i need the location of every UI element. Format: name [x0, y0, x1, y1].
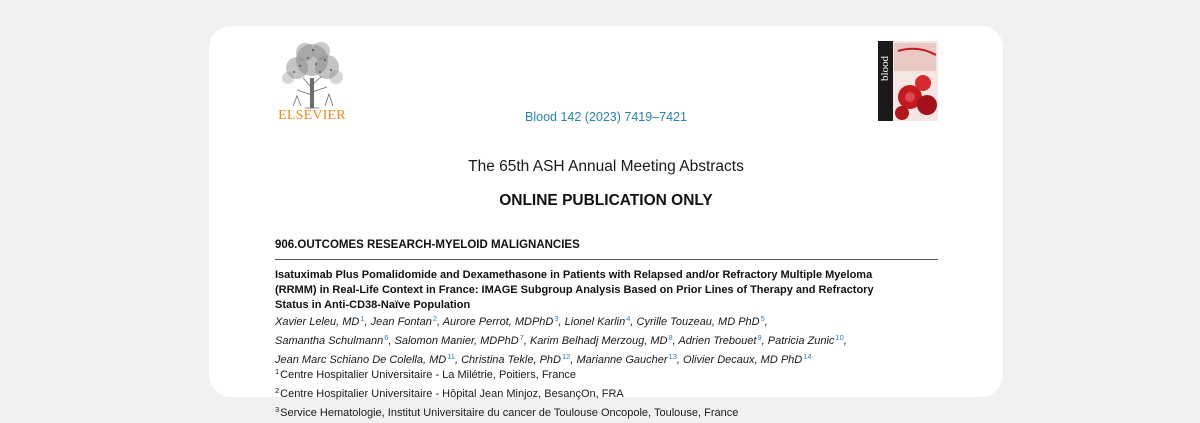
separator: , [437, 316, 443, 328]
separator: , [672, 335, 679, 347]
separator: , [764, 316, 768, 328]
affiliation-ref-link[interactable]: 10 [835, 333, 844, 342]
author-line [275, 311, 938, 330]
separator: , [558, 316, 565, 328]
blood-journal-cover [878, 41, 938, 121]
affiliation-ref-link[interactable]: 3 [554, 314, 559, 323]
affiliation-ref-link[interactable]: 7 [519, 333, 524, 342]
author-name: Christina Tekle, PhD [461, 354, 561, 366]
article-title [275, 268, 938, 313]
affiliation-ref-link[interactable]: 12 [561, 352, 571, 361]
author-name: Adrien Trebouet [678, 335, 757, 347]
separator: , [523, 335, 530, 347]
meeting-title: The 65th ASH Annual Meeting Abstracts [468, 158, 744, 175]
author-name: Samantha Schulmann [275, 335, 384, 347]
author-name: Cyrille Touzeau, MD PhD [636, 316, 760, 328]
separator: , [570, 354, 577, 366]
separator: , [454, 354, 462, 366]
cover-title: blood [879, 55, 891, 81]
article-title-line: Isatuximab Plus Pomalidomide and Dexamethasone in Patients with Relapsed and/or Refractory Multiple Myeloma [275, 269, 873, 281]
affiliation-ref-link[interactable]: 2 [432, 314, 437, 323]
affiliation-ref-link[interactable]: 8 [668, 333, 673, 342]
affiliation-item [275, 364, 938, 383]
affiliation-number: 2 [275, 386, 280, 395]
affiliation-number: 3 [275, 405, 280, 414]
section-divider [275, 259, 938, 260]
affiliation-ref-link[interactable]: 5 [760, 314, 765, 323]
affiliation-ref-link[interactable]: 13 [668, 352, 677, 361]
affiliation-ref-link[interactable]: 1 [360, 314, 365, 323]
separator: , [364, 316, 371, 328]
author-name: Jean Marc Schiano De Colella, MD [275, 354, 447, 366]
affiliation-ref-link[interactable]: 6 [384, 333, 389, 342]
article-title-line: (RRMM) in Real-Life Context in France: IMAGE Subgroup Analysis Based on Prior Lines of Therapy and Refractory [275, 284, 874, 296]
author-name: Olivier Decaux, MD PhD [683, 354, 803, 366]
elsevier-wordmark: ELSEVIER [278, 108, 346, 123]
author-line [275, 330, 938, 349]
affiliation-text: Service Hematologie, Institut Universitaire du cancer de Toulouse Oncopole, Toulouse, France [280, 407, 739, 419]
affiliation-text: Centre Hospitalier Universitaire - Hôpital Jean Minjoz, BesançOn, FRA [280, 388, 624, 400]
section-heading: 906.OUTCOMES RESEARCH-MYELOID MALIGNANCIES [275, 239, 580, 251]
author-name: Salomon Manier, MDPhD [394, 335, 519, 347]
author-name: Jean Fontan [370, 316, 432, 328]
separator: , [843, 335, 847, 347]
author-name: Lionel Karlin [564, 316, 626, 328]
author-name: Marianne Gaucher [576, 354, 668, 366]
author-list [275, 311, 938, 368]
publication-note: ONLINE PUBLICATION ONLY [499, 192, 713, 209]
article-title-line: Status in Anti-CD38-Naïve Population [275, 299, 471, 311]
document-card [209, 26, 1003, 419]
author-name: Xavier Leleu, MD [275, 316, 360, 328]
affiliation-item [275, 402, 938, 421]
affiliation-ref-link[interactable]: 11 [447, 352, 455, 361]
journal-citation-link[interactable]: Blood 142 (2023) 7419–7421 [525, 110, 687, 124]
separator: , [388, 335, 395, 347]
separator: , [630, 316, 637, 328]
affiliation-text: Centre Hospitalier Universitaire - La Milétrie, Poitiers, France [280, 369, 577, 381]
author-name: Aurore Perrot, MDPhD [442, 316, 554, 328]
affiliation-ref-link[interactable]: 14 [803, 352, 812, 361]
affiliation-number: 1 [275, 367, 280, 376]
author-name: Karim Belhadj Merzoug, MD [529, 335, 668, 347]
affiliation-ref-link[interactable]: 9 [757, 333, 762, 342]
affiliation-list [275, 364, 938, 421]
separator: , [761, 335, 768, 347]
affiliation-ref-link[interactable]: 4 [626, 314, 631, 323]
separator: , [676, 354, 684, 366]
affiliation-item [275, 383, 938, 402]
author-name: Patricia Zunic [767, 335, 835, 347]
